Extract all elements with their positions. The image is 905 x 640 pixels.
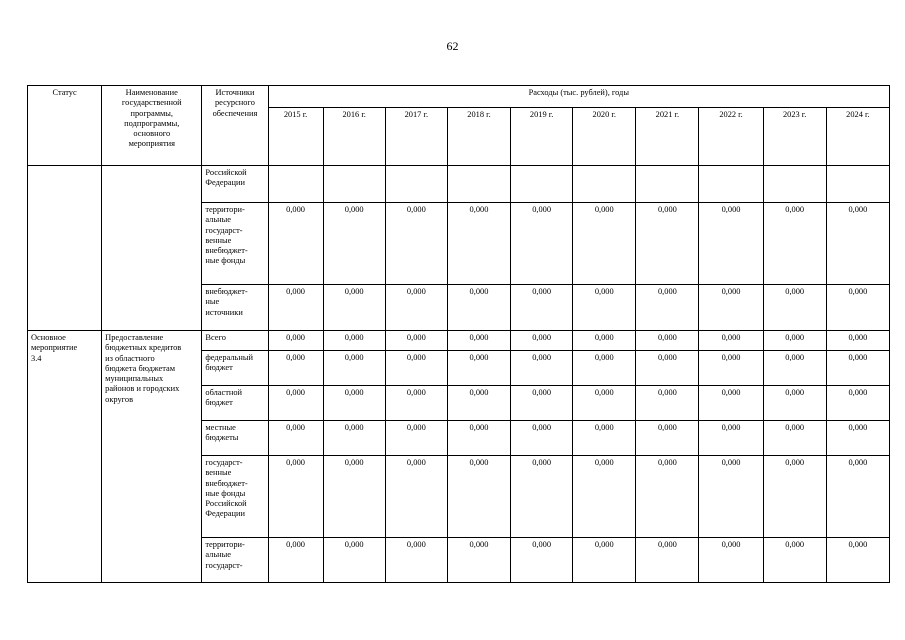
value-cell: 0,000 xyxy=(447,421,510,456)
value-cell: 0,000 xyxy=(763,351,826,386)
source-cell: федеральный бюджет xyxy=(202,351,268,386)
value-cell: 0,000 xyxy=(763,538,826,583)
header-year: 2016 г. xyxy=(323,108,385,166)
value-cell xyxy=(323,166,385,203)
value-cell: 0,000 xyxy=(511,285,573,331)
value-cell: 0,000 xyxy=(826,421,889,456)
value-cell xyxy=(573,166,636,203)
value-cell: 0,000 xyxy=(385,331,447,351)
value-cell: 0,000 xyxy=(573,351,636,386)
value-cell: 0,000 xyxy=(573,331,636,351)
value-cell: 0,000 xyxy=(763,386,826,421)
value-cell: 0,000 xyxy=(699,285,763,331)
value-cell: 0,000 xyxy=(323,386,385,421)
value-cell: 0,000 xyxy=(323,421,385,456)
source-cell: территори- альные государст- xyxy=(202,538,268,583)
value-cell: 0,000 xyxy=(763,456,826,538)
value-cell: 0,000 xyxy=(447,331,510,351)
value-cell: 0,000 xyxy=(826,351,889,386)
value-cell: 0,000 xyxy=(699,203,763,285)
value-cell: 0,000 xyxy=(268,285,323,331)
value-cell xyxy=(385,166,447,203)
value-cell: 0,000 xyxy=(573,203,636,285)
value-cell: 0,000 xyxy=(573,456,636,538)
value-cell: 0,000 xyxy=(323,351,385,386)
value-cell: 0,000 xyxy=(385,351,447,386)
value-cell: 0,000 xyxy=(826,538,889,583)
value-cell: 0,000 xyxy=(763,421,826,456)
value-cell: 0,000 xyxy=(573,386,636,421)
value-cell: 0,000 xyxy=(763,285,826,331)
value-cell xyxy=(763,166,826,203)
source-cell: Всего xyxy=(202,331,268,351)
value-cell: 0,000 xyxy=(699,331,763,351)
value-cell xyxy=(636,166,699,203)
value-cell: 0,000 xyxy=(323,285,385,331)
header-year: 2023 г. xyxy=(763,108,826,166)
value-cell: 0,000 xyxy=(699,421,763,456)
value-cell: 0,000 xyxy=(385,538,447,583)
source-cell: Российской Федерации xyxy=(202,166,268,203)
value-cell: 0,000 xyxy=(826,285,889,331)
value-cell: 0,000 xyxy=(447,285,510,331)
value-cell: 0,000 xyxy=(511,331,573,351)
value-cell: 0,000 xyxy=(268,203,323,285)
header-year: 2017 г. xyxy=(385,108,447,166)
header-sources: Источники ресурсного обеспечения xyxy=(202,86,268,166)
value-cell xyxy=(447,166,510,203)
header-year: 2018 г. xyxy=(447,108,510,166)
table-row xyxy=(28,166,890,203)
value-cell: 0,000 xyxy=(268,538,323,583)
program-name-cell xyxy=(102,166,202,331)
header-year: 2019 г. xyxy=(511,108,573,166)
source-cell: местные бюджеты xyxy=(202,421,268,456)
value-cell: 0,000 xyxy=(511,203,573,285)
value-cell: 0,000 xyxy=(699,538,763,583)
value-cell: 0,000 xyxy=(323,538,385,583)
value-cell: 0,000 xyxy=(573,421,636,456)
value-cell: 0,000 xyxy=(699,386,763,421)
header-expenses: Расходы (тыс. рублей), годы xyxy=(268,86,889,108)
value-cell: 0,000 xyxy=(826,331,889,351)
table-row xyxy=(28,331,890,351)
header-year: 2020 г. xyxy=(573,108,636,166)
header-year: 2022 г. xyxy=(699,108,763,166)
value-cell: 0,000 xyxy=(268,421,323,456)
value-cell xyxy=(699,166,763,203)
status-cell xyxy=(28,166,102,331)
header-status: Статус xyxy=(28,86,102,166)
value-cell: 0,000 xyxy=(763,331,826,351)
source-cell: внебюджет- ные источники xyxy=(202,285,268,331)
value-cell: 0,000 xyxy=(511,538,573,583)
page-number: 62 xyxy=(446,39,459,53)
value-cell xyxy=(268,166,323,203)
value-cell: 0,000 xyxy=(636,386,699,421)
program-name-cell: Предоставление бюджетных кредитов из областного бюджета бюджетам муниципальных районов и городских округов xyxy=(102,331,202,583)
header-year: 2024 г. xyxy=(826,108,889,166)
value-cell: 0,000 xyxy=(511,386,573,421)
value-cell: 0,000 xyxy=(447,386,510,421)
value-cell: 0,000 xyxy=(447,351,510,386)
value-cell: 0,000 xyxy=(826,456,889,538)
value-cell: 0,000 xyxy=(636,331,699,351)
header-year: 2015 г. xyxy=(268,108,323,166)
value-cell: 0,000 xyxy=(636,538,699,583)
value-cell: 0,000 xyxy=(636,285,699,331)
value-cell: 0,000 xyxy=(385,456,447,538)
value-cell xyxy=(511,166,573,203)
value-cell: 0,000 xyxy=(323,331,385,351)
value-cell: 0,000 xyxy=(385,386,447,421)
value-cell: 0,000 xyxy=(636,456,699,538)
source-cell: областной бюджет xyxy=(202,386,268,421)
value-cell: 0,000 xyxy=(447,203,510,285)
value-cell: 0,000 xyxy=(447,538,510,583)
header-program-name: Наименование государственной программы, подпрограммы, основного мероприятия xyxy=(102,86,202,166)
value-cell: 0,000 xyxy=(511,351,573,386)
status-cell: Основное мероприятие 3.4 xyxy=(28,331,102,583)
value-cell: 0,000 xyxy=(826,203,889,285)
source-cell: государст- венные внебюджет- ные фонды Российской Федерации xyxy=(202,456,268,538)
header-row-top xyxy=(28,86,890,108)
value-cell: 0,000 xyxy=(573,538,636,583)
header-year: 2021 г. xyxy=(636,108,699,166)
value-cell: 0,000 xyxy=(636,421,699,456)
value-cell: 0,000 xyxy=(699,351,763,386)
value-cell: 0,000 xyxy=(763,203,826,285)
value-cell: 0,000 xyxy=(323,203,385,285)
value-cell: 0,000 xyxy=(699,456,763,538)
value-cell: 0,000 xyxy=(826,386,889,421)
value-cell: 0,000 xyxy=(636,203,699,285)
value-cell: 0,000 xyxy=(511,421,573,456)
value-cell: 0,000 xyxy=(385,421,447,456)
value-cell: 0,000 xyxy=(268,456,323,538)
value-cell: 0,000 xyxy=(385,203,447,285)
value-cell: 0,000 xyxy=(573,285,636,331)
value-cell: 0,000 xyxy=(323,456,385,538)
value-cell xyxy=(826,166,889,203)
value-cell: 0,000 xyxy=(268,331,323,351)
source-cell: территори- альные государст- венные внебюджет- ные фонды xyxy=(202,203,268,285)
value-cell: 0,000 xyxy=(385,285,447,331)
value-cell: 0,000 xyxy=(636,351,699,386)
value-cell: 0,000 xyxy=(268,386,323,421)
value-cell: 0,000 xyxy=(511,456,573,538)
budget-table xyxy=(27,85,890,583)
value-cell: 0,000 xyxy=(268,351,323,386)
value-cell: 0,000 xyxy=(447,456,510,538)
